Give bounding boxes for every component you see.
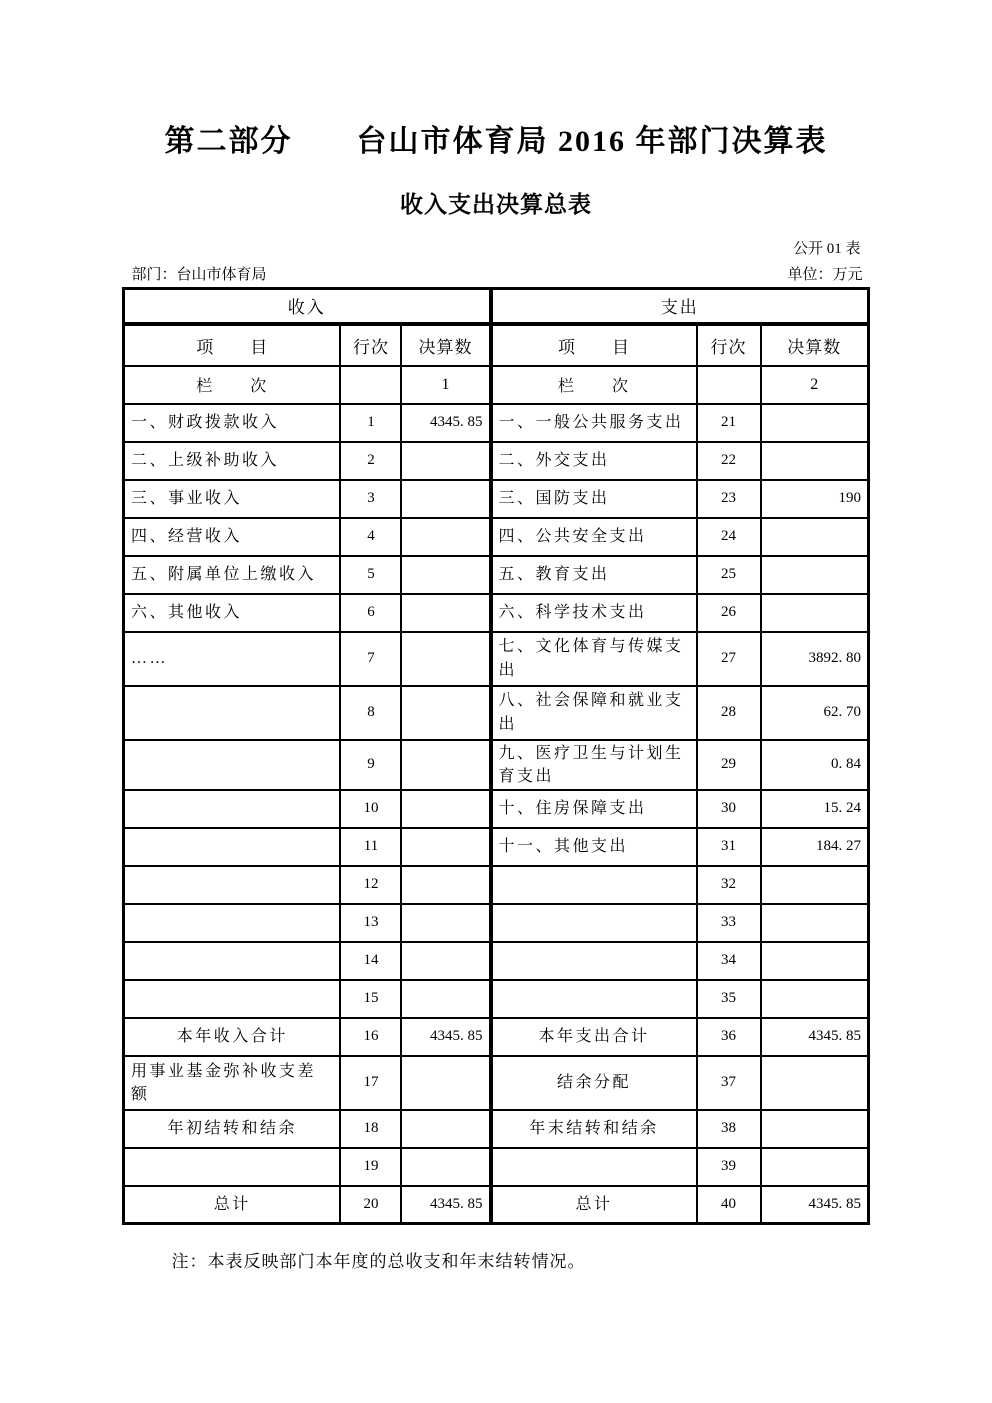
expense-amount-cell: 0. 84 [761,740,869,790]
expense-row-number-cell: 34 [697,942,761,980]
column-header-row [123,324,868,366]
expense-item-cell: 七、文化体育与传媒支出 [491,632,697,686]
income-item-cell: 六、其他收入 [123,594,340,632]
expense-row-number-cell: 40 [697,1186,761,1224]
expense-item-cell: 总计 [491,1186,697,1224]
expense-amount-cell: 3892. 80 [761,632,869,686]
table-meta [124,237,869,284]
expense-rowno-column-header: 行次 [697,324,761,366]
income-item-cell: 年初结转和结余 [123,1110,340,1148]
expense-amount-cell [761,518,869,556]
table-row-16 [123,1018,868,1056]
document-title: 第二部分 台山市体育局 2016 年部门决算表 [164,125,828,158]
expense-item-cell: 结余分配 [491,1056,697,1110]
expense-row-number-cell: 39 [697,1148,761,1186]
lane-number-row [123,366,868,404]
income-item-cell: 总计 [123,1186,340,1224]
table-row-12 [123,866,868,904]
unit-label: 单位：万元 [787,267,863,283]
expense-row-number-cell: 28 [697,686,761,740]
expense-item-cell [491,904,697,942]
expense-row-number-cell: 26 [697,594,761,632]
income-row-number-cell: 18 [340,1110,401,1148]
table-row-8 [123,686,868,740]
expense-item-cell: 八、社会保障和就业支出 [491,686,697,740]
income-expense-summary-table [122,287,870,1225]
expense-amount-cell: 62. 70 [761,686,869,740]
table-row-15 [123,980,868,1018]
income-row-number-cell: 1 [340,404,401,442]
table-row-10 [123,790,868,828]
income-row-number-cell: 12 [340,866,401,904]
expense-amount-cell: 4345. 85 [761,1186,869,1224]
expense-row-number-cell: 33 [697,904,761,942]
income-amount-cell [401,594,490,632]
expense-item-cell [491,942,697,980]
table-row-6 [123,594,868,632]
expense-row-number-cell: 21 [697,404,761,442]
income-amount-cell [401,1148,490,1186]
income-item-cell: 三、事业收入 [123,480,340,518]
expense-section-header: 支出 [491,289,869,324]
income-amount-cell [401,904,490,942]
income-row-number-cell: 9 [340,740,401,790]
expense-item-cell: 四、公共安全支出 [491,518,697,556]
table-row-13 [123,904,868,942]
expense-row-number-cell: 38 [697,1110,761,1148]
table-row-11 [123,828,868,866]
income-item-cell: 本年收入合计 [123,1018,340,1056]
expense-row-number-cell: 36 [697,1018,761,1056]
table-code-label: 公开 01 表 [792,241,861,257]
expense-amount-cell [761,904,869,942]
income-lane-number: 1 [401,366,490,404]
income-row-number-cell: 13 [340,904,401,942]
expense-amount-cell [761,594,869,632]
income-amount-cell [401,1110,490,1148]
income-amount-cell [401,942,490,980]
expense-row-number-cell: 37 [697,1056,761,1110]
income-row-number-cell: 6 [340,594,401,632]
income-item-cell: 用事业基金弥补收支差额 [123,1056,340,1110]
income-item-cell [123,1148,340,1186]
expense-item-cell: 六、科学技术支出 [491,594,697,632]
section-header-row [123,289,868,324]
table-title: 收入支出决算总表 [400,192,592,217]
income-row-number-cell: 19 [340,1148,401,1186]
income-amount-cell: 4345. 85 [401,1186,490,1224]
expense-amount-cell [761,1148,869,1186]
income-item-cell: …… [123,632,340,686]
expense-row-number-cell: 23 [697,480,761,518]
expense-row-number-cell: 25 [697,556,761,594]
expense-item-cell: 十一、其他支出 [491,828,697,866]
expense-row-number-cell: 29 [697,740,761,790]
income-row-number-cell: 7 [340,632,401,686]
income-row-number-cell: 14 [340,942,401,980]
table-row-17 [123,1056,868,1110]
income-row-number-cell: 16 [340,1018,401,1056]
income-amount-column-header: 决算数 [401,324,490,366]
table-row-5 [123,556,868,594]
expense-lane-number: 2 [761,366,869,404]
expense-lane-label: 栏 次 [491,366,697,404]
income-item-cell: 一、财政拨款收入 [123,404,340,442]
expense-amount-cell [761,1056,869,1110]
table-row-4 [123,518,868,556]
income-amount-cell [401,686,490,740]
income-item-cell [123,980,340,1018]
expense-item-cell [491,980,697,1018]
income-lane-rowno-blank [340,366,401,404]
expense-amount-cell [761,942,869,980]
expense-item-cell [491,1148,697,1186]
expense-item-cell: 本年支出合计 [491,1018,697,1056]
expense-row-number-cell: 30 [697,790,761,828]
income-item-cell [123,686,340,740]
expense-item-cell: 三、国防支出 [491,480,697,518]
expense-row-number-cell: 35 [697,980,761,1018]
department-label: 部门：台山市体育局 [131,267,267,283]
table-row-3 [123,480,868,518]
expense-row-number-cell: 27 [697,632,761,686]
income-row-number-cell: 2 [340,442,401,480]
expense-item-cell: 年末结转和结余 [491,1110,697,1148]
income-item-cell: 四、经营收入 [123,518,340,556]
income-item-cell [123,790,340,828]
meta-row [124,263,869,284]
expense-item-cell: 十、住房保障支出 [491,790,697,828]
income-amount-cell [401,442,490,480]
income-lane-label: 栏 次 [123,366,340,404]
income-row-number-cell: 3 [340,480,401,518]
table-row-19 [123,1148,868,1186]
table-row-2 [123,442,868,480]
table-row-7 [123,632,868,686]
income-item-cell [123,904,340,942]
income-amount-cell [401,980,490,1018]
expense-amount-cell [761,556,869,594]
expense-amount-column-header: 决算数 [761,324,869,366]
expense-amount-cell [761,1110,869,1148]
income-amount-cell [401,518,490,556]
income-item-column-header: 项 目 [123,324,340,366]
income-row-number-cell: 17 [340,1056,401,1110]
income-row-number-cell: 20 [340,1186,401,1224]
income-row-number-cell: 10 [340,790,401,828]
table-row-20 [123,1186,868,1224]
expense-amount-cell [761,866,869,904]
table-row-9 [123,740,868,790]
income-amount-cell [401,828,490,866]
income-amount-cell [401,1056,490,1110]
income-item-cell [123,828,340,866]
income-item-cell: 二、上级补助收入 [123,442,340,480]
expense-item-column-header: 项 目 [491,324,697,366]
income-amount-cell [401,556,490,594]
income-amount-cell [401,790,490,828]
table-row-1 [123,404,868,442]
expense-amount-cell [761,442,869,480]
expense-row-number-cell: 31 [697,828,761,866]
table-row-18 [123,1110,868,1148]
income-item-cell: 五、附属单位上缴收入 [123,556,340,594]
expense-amount-cell [761,980,869,1018]
expense-item-cell: 五、教育支出 [491,556,697,594]
expense-row-number-cell: 32 [697,866,761,904]
income-amount-cell [401,740,490,790]
expense-amount-cell [761,404,869,442]
expense-item-cell: 一、一般公共服务支出 [491,404,697,442]
income-item-cell [123,942,340,980]
income-row-number-cell: 8 [340,686,401,740]
income-row-number-cell: 11 [340,828,401,866]
income-amount-cell [401,480,490,518]
expense-lane-rowno-blank [697,366,761,404]
income-amount-cell [401,866,490,904]
expense-row-number-cell: 24 [697,518,761,556]
expense-amount-cell: 15. 24 [761,790,869,828]
expense-item-cell [491,866,697,904]
income-row-number-cell: 5 [340,556,401,594]
income-row-number-cell: 4 [340,518,401,556]
income-row-number-cell: 15 [340,980,401,1018]
income-rowno-column-header: 行次 [340,324,401,366]
expense-amount-cell: 190 [761,480,869,518]
income-item-cell [123,740,340,790]
income-amount-cell: 4345. 85 [401,1018,490,1056]
expense-row-number-cell: 22 [697,442,761,480]
income-amount-cell [401,632,490,686]
expense-item-cell: 二、外交支出 [491,442,697,480]
expense-amount-cell: 4345. 85 [761,1018,869,1056]
expense-amount-cell: 184. 27 [761,828,869,866]
income-item-cell [123,866,340,904]
income-amount-cell: 4345. 85 [401,404,490,442]
income-section-header: 收入 [123,289,490,324]
table-row-14 [123,942,868,980]
expense-item-cell: 九、医疗卫生与计划生育支出 [491,740,697,790]
table-note: 注：本表反映部门本年度的总收支和年末结转情况。 [171,1252,586,1272]
